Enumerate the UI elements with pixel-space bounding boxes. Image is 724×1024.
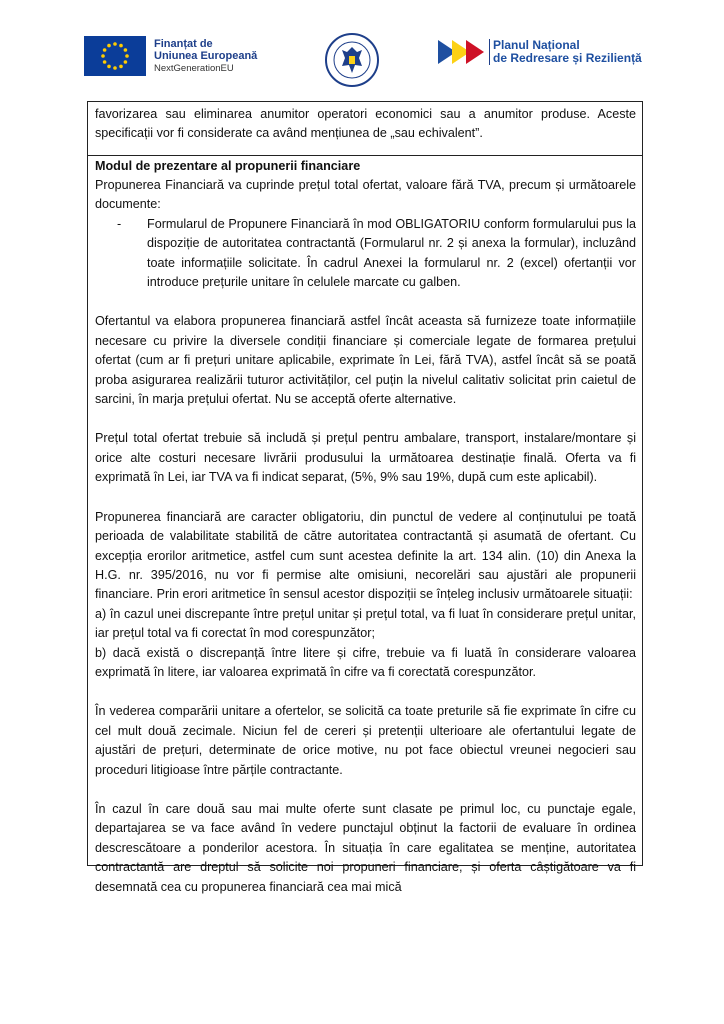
paragraph-offer-elaboration: Ofertantul va elabora propunerea financiară astfel încât aceasta să furnizeze toate informațiile necesare cu privire la diversele condiții financiare și comerciale legate de formarea prețului ofertat (cum ar fi prețuri unitare aplicabile, exprimate în Lei, fără TVA), astfel încât să se poată proba asigurarea realizării tuturor activităților, cel puțin la nivelul calitativ solicitat prin caietul de sarcini, în marja prețului ofertat. Nu se acceptă oferte alternative. <box>95 314 636 407</box>
paragraph-case-b: b) dacă există o discrepanță între litere și cifre, trebuie va fi luată în considerare valoarea exprimată în litere, iar valoarea exprimată în cifre va fi corectată corespunzător. <box>95 645 636 679</box>
eu-funding-line1: Finanțat de <box>154 37 213 50</box>
financial-proposal-box <box>87 155 643 894</box>
pnrr-line2: de Redresare și Reziliență <box>493 51 642 65</box>
pnrr-flags-icon <box>438 38 486 66</box>
eu-funding-line3: NextGenerationEU <box>154 62 234 74</box>
bullet-marker: - <box>117 216 122 231</box>
pnrr-line1: Planul Național <box>493 38 580 52</box>
eu-funding-line2: Uniunea Europeană <box>154 49 258 62</box>
page-header <box>84 32 648 90</box>
romanian-government-seal-icon <box>324 32 380 88</box>
paragraph-case-a: a) în cazul unei discrepante între prețul unitar și prețul total, va fi luat în considerare prețul unitar, iar prețul total va fi corectat în mod corespunzător; <box>95 606 636 641</box>
paragraph-price-decimals: În vederea comparării unitare a ofertelor, se solicită ca toate preturile să fie exprimate în cifre cu cel mult două zecimale. Niciun fel de cereri și pretenții ulterioare ale ofertantului legate de ajustări de prețuri, determinate de orice motive, nu pot face obiectul vreunei negocieri sau proceduri litigioase între părțile contractante. <box>95 704 636 777</box>
bullet-item <box>95 215 636 293</box>
paragraph-total-price: Prețul total ofertat trebuie să includă și prețul pentru ambalare, transport, instalare/montare și orice alte costuri necesare livrării produsului la următoarea destinație finală. Oferta va fi exprimată în Lei, iar TVA va fi indicat separat, (5%, 9% sau 19%, după cum este aplicabil). <box>95 431 636 485</box>
pnrr-logo <box>438 38 642 66</box>
specification-text: favorizarea sau eliminarea anumitor operatori economici sau a anumitor produse. Aceste specificații vor fi considerate ca având mențiunea de „sau echivalent”. <box>95 107 636 141</box>
bullet-text: Formularul de Propunere Financiară în mod OBLIGATORIU conform formularului pus la dispoziție de autoritatea contractantă (Formularul nr. 2 și anexa la formular), incluzând toate informațiile solicitate. În cadrul Anexei la formularul nr. 2 (excel) ofertanții vor introduce prețurile unitare în celulele marcate cu galben. <box>147 216 636 290</box>
section-heading: Modul de prezentare al propunerii financiare <box>95 159 361 173</box>
paragraph-tie-break: În cazul în care două sau mai multe oferte sunt clasate pe primul loc, cu punctaje egale, departajarea se va face având în vedere punctajul obținut la factorii de evaluare în ordinea descrescătoare a ponderilor acestora. În situația în care egalitatea se menține, autoritatea contractantă are dreptul să solicite noi propuneri financiare, și oferta câștigătoare va fi desemnată cea cu propunerea financiară cea mai mică <box>95 801 636 894</box>
eu-funding-logo <box>84 36 257 76</box>
specification-box <box>87 101 643 156</box>
paragraph-mandatory-character: Propunerea financiară are caracter obligatoriu, din punctul de vedere al conținutului pe toată perioada de valabilitate stabilită de către autoritatea contractantă și asumată de ofertant. Cu excepția erorilor aritmetice, astfel cum sunt acestea definite la art. 134 alin. (10) din Anexa la H.G. nr. 395/2016, nu vor fi permise alte omisiuni, necorelări sau ajustări ale propunerii financiare. Prin erori aritmetice în sensul acestor dispoziții se înțeleg inclusiv următoarele situații: <box>95 509 636 602</box>
intro-paragraph: Propunerea Financiară va cuprinde prețul total ofertat, valoare fără TVA, precum și următoarele documente: <box>95 178 636 212</box>
eu-flag-icon <box>84 36 146 76</box>
